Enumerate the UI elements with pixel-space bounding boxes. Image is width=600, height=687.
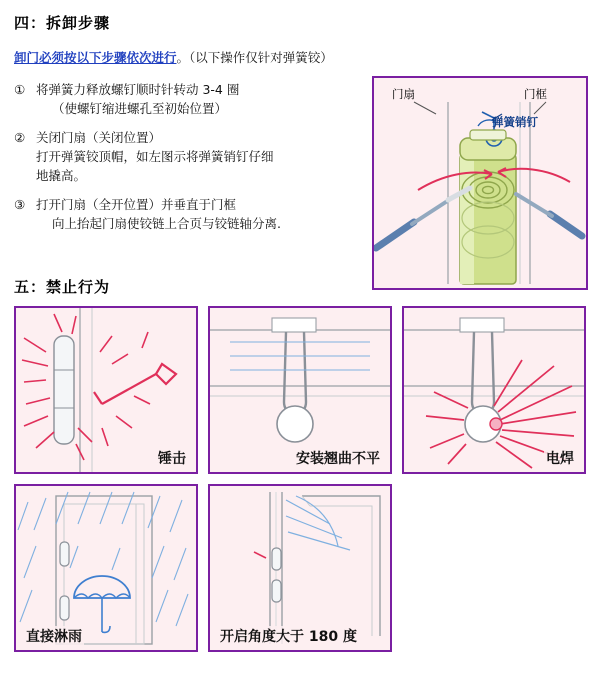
step-number: ②: [14, 130, 26, 145]
prohibited-row: [14, 484, 586, 652]
disassembly-figure: [372, 76, 588, 290]
figure-label-door-leaf: 门扇: [392, 87, 415, 101]
intro-rest-text: 。（以下操作仅针对弹簧铰）: [176, 50, 333, 65]
step-line: 打开门扇（全开位置）并垂直于门框: [36, 197, 237, 212]
prohibited-item-hammer: [14, 306, 198, 474]
prohibited-caption: 直接淋雨: [24, 626, 84, 646]
prohibited-item-over180: [208, 484, 392, 652]
step-item: [14, 195, 364, 233]
prohibited-item-warped: [208, 306, 392, 474]
step-body: [36, 128, 274, 185]
step-line: 将弹簧力释放螺钉顺时针转动 3-4 圈: [36, 82, 240, 97]
step-body: [36, 80, 239, 118]
prohibited-item-rain: [14, 484, 198, 652]
intro-underlined-text: 卸门必须按以下步骤依次进行: [14, 50, 177, 65]
prohibited-item-welding: [402, 306, 586, 474]
step-line: 关闭门扇（关闭位置）: [36, 130, 162, 145]
step-line: 向上抬起门扇使铰链上合页与铰链轴分离.: [52, 216, 281, 231]
step-line: （使螺钉缩进螺孔至初始位置）: [52, 101, 228, 116]
prohibited-caption: 开启角度大于 180 度: [218, 626, 359, 646]
step-line: 打开弹簧铰顶帽，如左图示将弹簧销钉仔细: [36, 149, 274, 164]
prohibited-caption: 安装翘曲不平: [294, 448, 382, 468]
section-five-heading: 五：禁止行为: [14, 278, 111, 296]
step-item: [14, 80, 364, 118]
section-four-intro: [14, 48, 333, 66]
disassembly-steps-list: [14, 80, 364, 243]
step-item: [14, 128, 364, 185]
section-four-heading: 四：拆卸步骤: [14, 14, 111, 32]
prohibited-caption: 锤击: [156, 448, 188, 468]
disassembly-figure-drawing: [374, 78, 586, 288]
figure-label-spring-pin: 弹簧销钉: [492, 115, 538, 129]
figure-label-door-frame: 门框: [524, 87, 547, 101]
step-number: ③: [14, 197, 26, 212]
prohibited-caption: 电焊: [544, 448, 576, 468]
prohibited-row: [14, 306, 586, 474]
step-number: ①: [14, 82, 26, 97]
prohibited-behaviors-grid: [14, 306, 586, 662]
step-line: 地撬高。: [36, 168, 87, 183]
step-body: [36, 195, 281, 233]
